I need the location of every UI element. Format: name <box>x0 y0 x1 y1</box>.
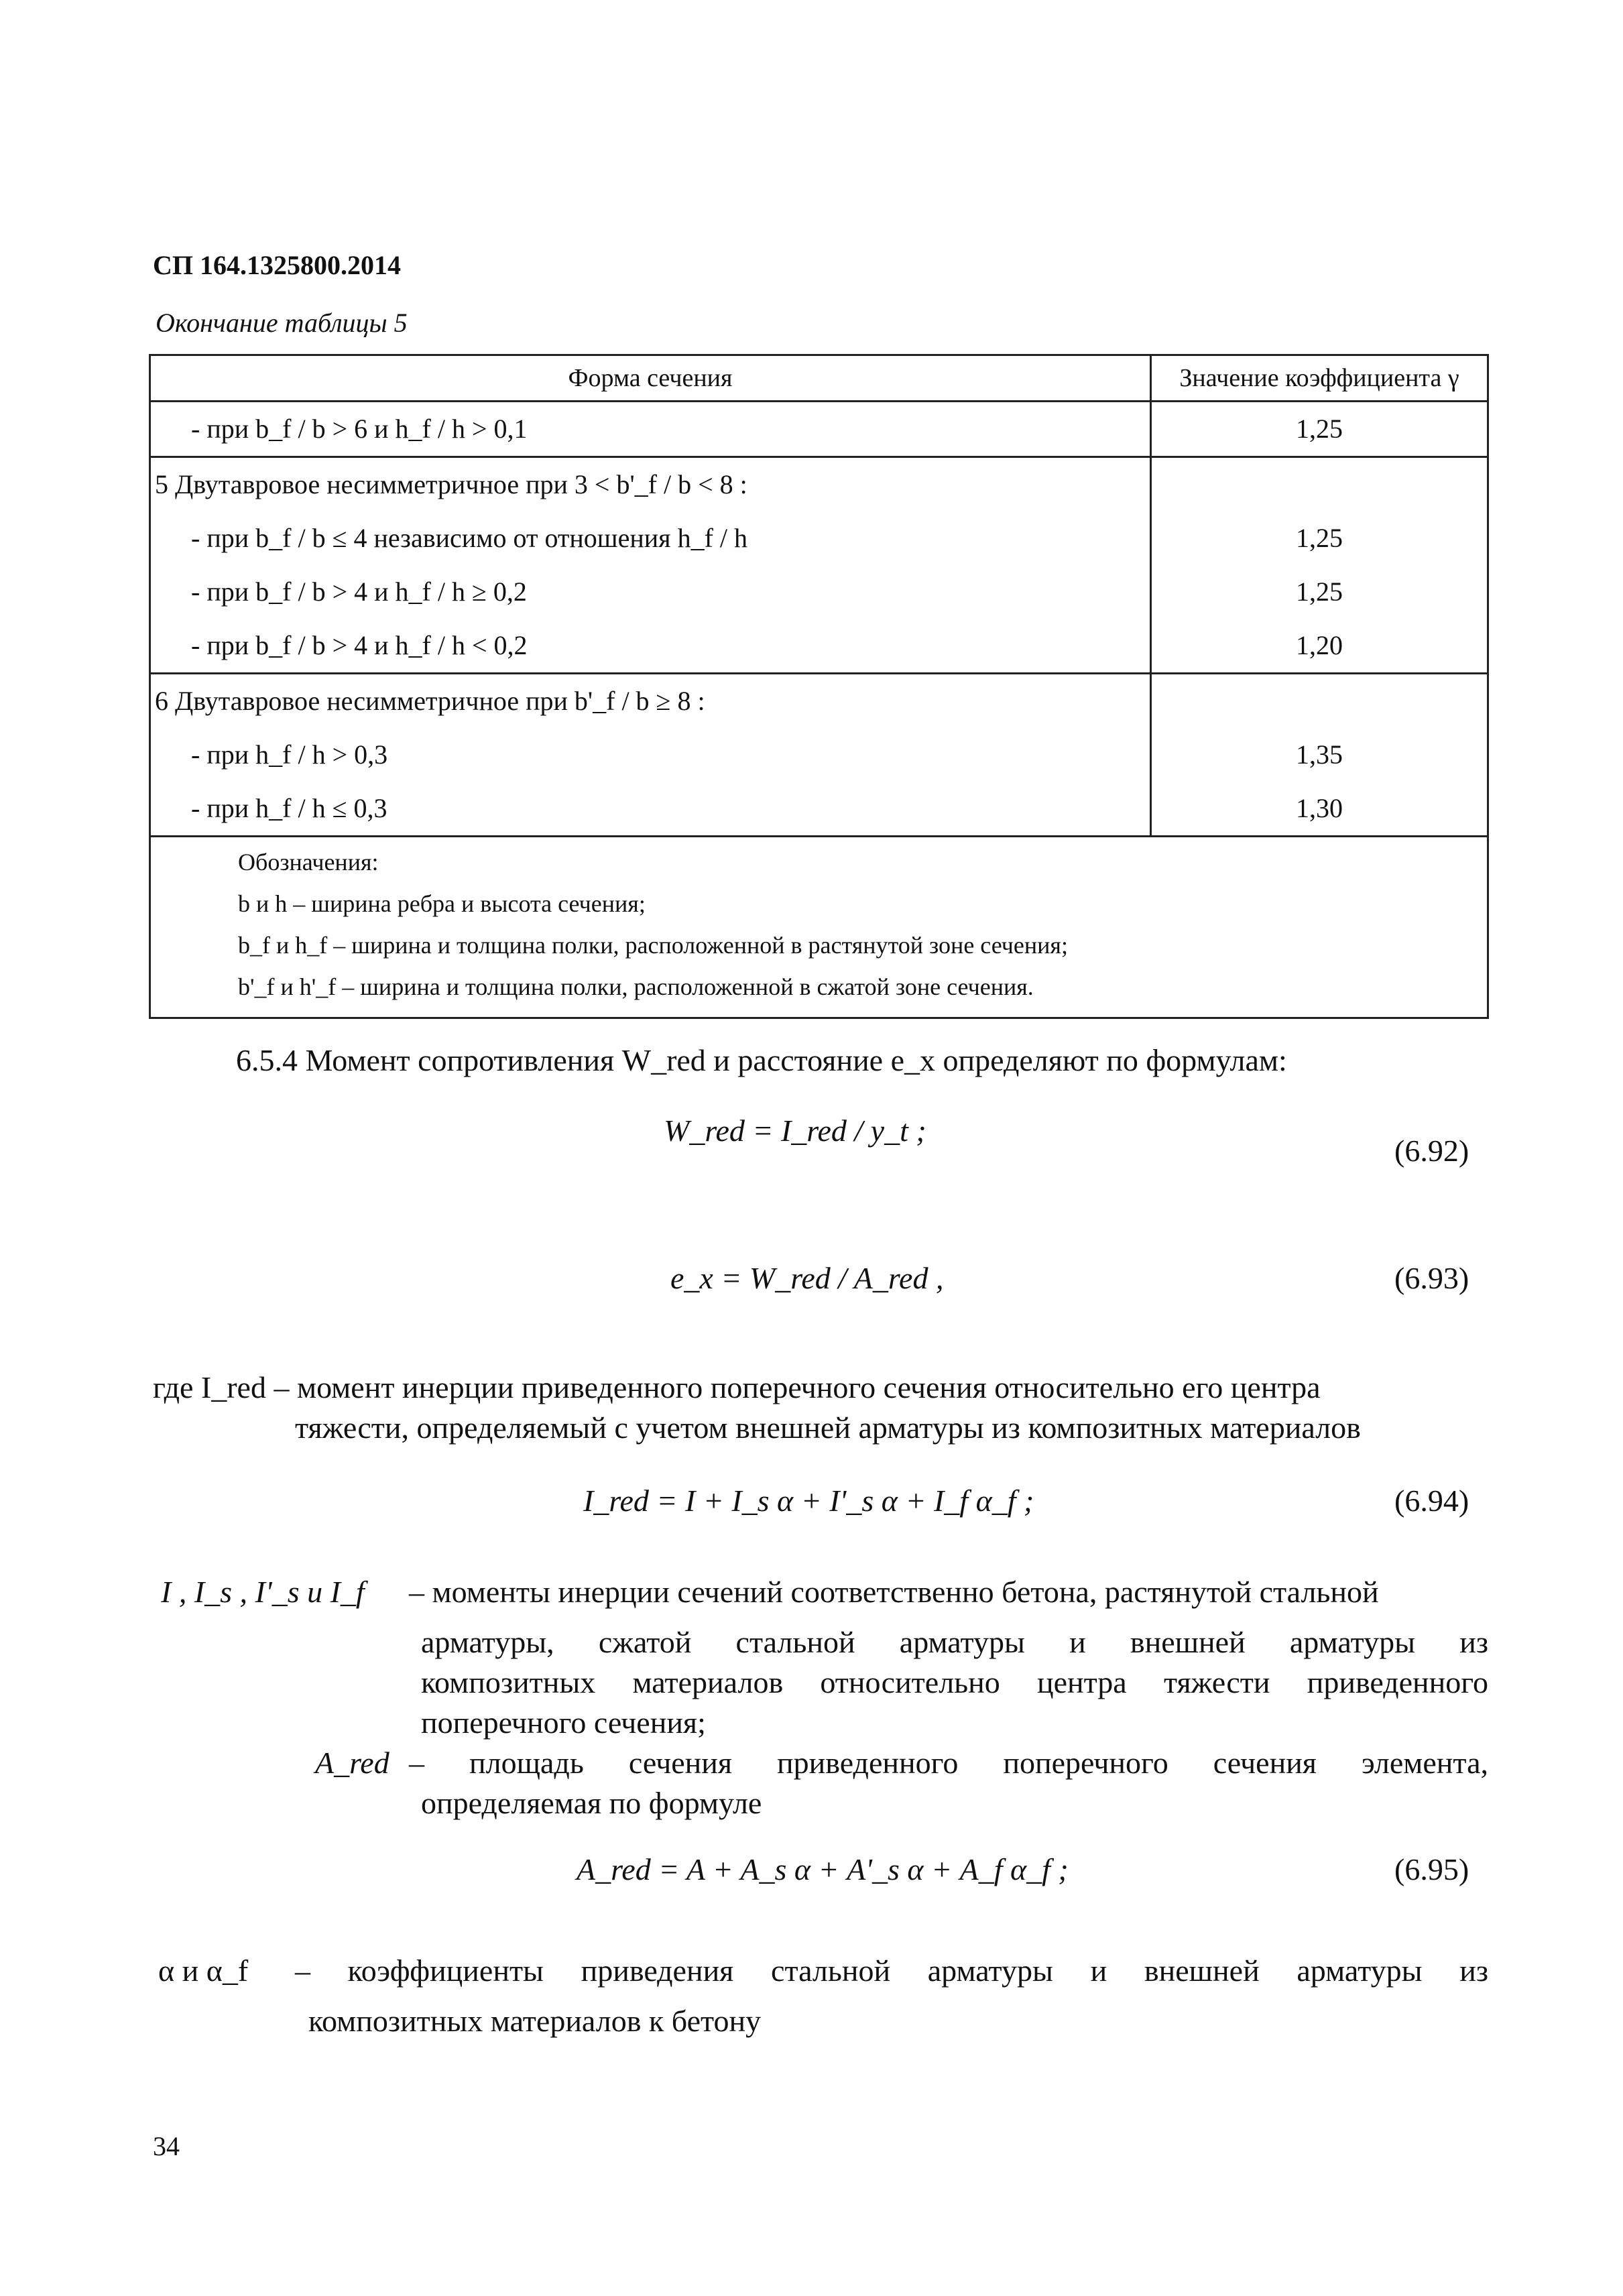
definition-text: поперечного сечения; <box>421 1705 706 1740</box>
coefficient-table <box>149 354 1489 1019</box>
equation-6-93: e_x = W_red / A_red , <box>670 1261 944 1295</box>
definition-text: композитных материалов к бетону <box>308 2004 762 2038</box>
row-value: 1,30 <box>1296 793 1343 823</box>
column-header-form: Форма сечения <box>568 364 733 392</box>
page-number: 34 <box>153 2131 180 2161</box>
row-form-text: - при b_f / b > 4 и h_f / h ≥ 0,2 <box>191 577 527 607</box>
definition-ired <box>153 1368 1321 1408</box>
row-value <box>1152 674 1487 728</box>
row-value: 1,35 <box>1296 739 1343 770</box>
row-form-text: - при b_f / b > 4 и h_f / h < 0,2 <box>191 630 528 660</box>
definition-text: тяжести, определяемый с учетом внешней арматуры из композитных материалов <box>295 1410 1361 1445</box>
legend-item: b_f и h_f – ширина и толщина полки, расположенной в растянутой зоне сечения; <box>238 932 1068 959</box>
definition-text: арматуры, сжатой стальной арматуры и внешней арматуры из <box>421 1625 1488 1659</box>
equation-number: (6.93) <box>1394 1261 1469 1295</box>
equation-6-94: I_red = I + I_s α + I'_s α + I_f α_f ; <box>583 1484 1034 1518</box>
table-header-row <box>150 355 1488 402</box>
definition-text: – площадь сечения приведенного поперечного сечения элемента, <box>409 1746 1488 1780</box>
row-value: 1,25 <box>1296 414 1343 444</box>
row-form-text: - при h_f / h ≤ 0,3 <box>191 793 387 823</box>
row-value: 1,25 <box>1296 523 1343 553</box>
definition-text: определяемая по формуле <box>421 1786 762 1820</box>
definition-term: A_red <box>315 1746 389 1780</box>
table-row <box>150 402 1488 457</box>
equation-number: (6.94) <box>1394 1484 1469 1518</box>
definition-term: α и α_f <box>158 1953 249 1988</box>
section-6-5-4: 6.5.4 Момент сопротивления W_red и расстояние e_x определяют по формулам: <box>236 1043 1287 1077</box>
row-form-text: 5 Двутавровое несимметричное при 3 < b'_f / b < 8 : <box>155 469 747 499</box>
definition-text: – коэффициенты приведения стальной арматуры и внешней арматуры из <box>295 1953 1488 1988</box>
equation-number: (6.95) <box>1394 1852 1469 1886</box>
definition-text: – моменты инерции сечений соответственно бетона, растянутой стальной <box>409 1575 1379 1609</box>
definition-text: композитных материалов относительно центра тяжести приведенного <box>421 1665 1488 1699</box>
equation-number: (6.92) <box>1394 1134 1469 1168</box>
row-form-text: - при h_f / h > 0,3 <box>191 739 388 770</box>
legend-title: Обозначения: <box>238 849 379 875</box>
row-value: 1,20 <box>1296 630 1343 660</box>
table-legend-row <box>150 837 1488 1018</box>
row-value: 1,25 <box>1296 577 1343 607</box>
definition-term: I , I_s , I'_s и I_f <box>161 1575 365 1609</box>
table-caption: Окончание таблицы 5 <box>156 308 408 338</box>
legend-item: b'_f и h'_f – ширина и толщина полки, расположенной в сжатой зоне сечения. <box>238 973 1034 1000</box>
row-form-text: - при b_f / b > 6 и h_f / h > 0,1 <box>191 414 528 444</box>
table-group-6 <box>150 674 1488 837</box>
document-header: СП 164.1325800.2014 <box>153 250 401 280</box>
equation-6-92: W_red = I_red / y_t ; <box>664 1113 926 1148</box>
table-group-5 <box>150 457 1488 674</box>
column-header-value: Значение коэффициента γ <box>1179 364 1459 392</box>
legend-item: b и h – ширина ребра и высота сечения; <box>238 890 646 917</box>
row-form-text: - при b_f / b ≤ 4 независимо от отношения h_f / h <box>191 523 747 553</box>
row-form-text: 6 Двутавровое несимметричное при b'_f / b ≥ 8 : <box>155 686 705 716</box>
definition-text: – момент инерции приведенного поперечного сечения относительно его центра <box>274 1370 1321 1404</box>
equation-6-95: A_red = A + A_s α + A'_s α + A_f α_f ; <box>577 1852 1069 1886</box>
row-value <box>1152 458 1487 511</box>
definition-term: где I_red <box>153 1370 266 1404</box>
